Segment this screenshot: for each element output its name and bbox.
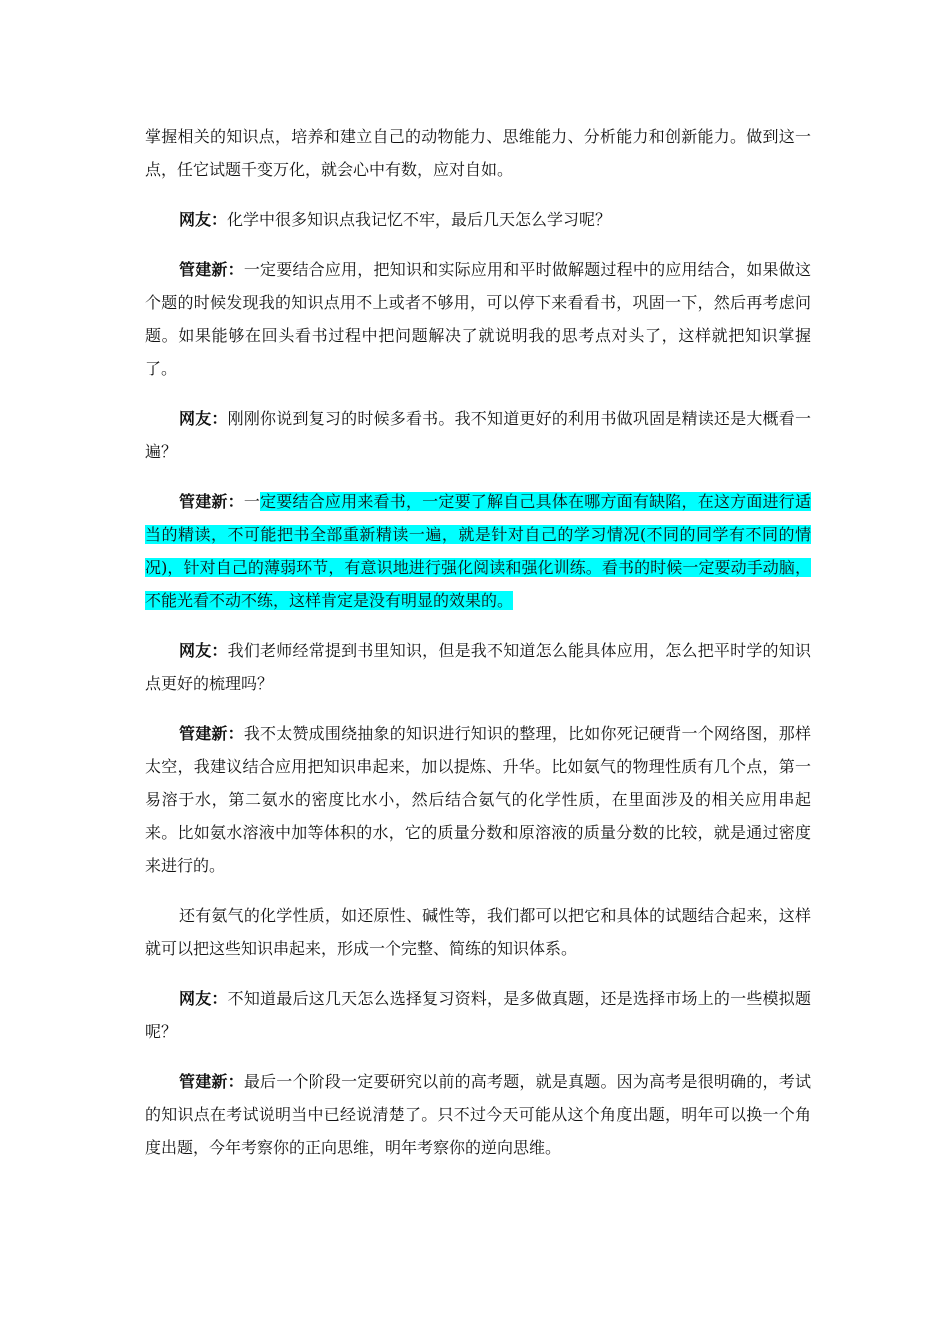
speaker-label: 管建新： [179, 492, 244, 511]
paragraph-text: 不知道最后这几天怎么选择复习资料，是多做真题，还是选择市场上的一些模拟题呢？ [145, 989, 811, 1041]
answer-paragraph [145, 1065, 811, 1164]
question-paragraph [145, 203, 811, 236]
paragraph-text: 刚刚你说到复习的时候多看书。我不知道更好的利用书做巩固是精读还是大概看一遍？ [145, 409, 811, 461]
paragraph-text: 我不太赞成围绕抽象的知识进行知识的整理，比如你死记硬背一个网络图，那样太空，我建议结合应用把知识串起来，加以提炼、升华。比如氨气的物理性质有几个点，第一易溶于水，第二氨水的密度比水小，然后结合氨气的化学性质，在里面涉及的相关应用串起来。比如氨水溶液中加等体积的水，它的质量分数和原溶液的质量分数的比较，就是通过密度来进行的。 [145, 724, 811, 875]
answer-paragraph [145, 717, 811, 882]
speaker-label: 管建新： [179, 260, 244, 279]
answer-paragraph [145, 253, 811, 385]
paragraph-text: 还有氨气的化学性质，如还原性、碱性等，我们都可以把它和具体的试题结合起来，这样就可以把这些知识串起来，形成一个完整、简练的知识体系。 [145, 906, 811, 958]
highlighted-text: 定要结合应用来看书，一定要了解自己具体在哪方面有缺陷，在这方面进行适当的精读，不可能把书全部重新精读一遍，就是针对自己的学习情况(不同的同学有不同的情况)，针对自己的薄弱环节，有意识地进行强化阅读和强化训练。看书的时候一定要动手动脑，不能光看不动不练，这样肯定是没有明显的效果的。 [145, 492, 811, 610]
speaker-label: 网友： [179, 409, 228, 428]
question-paragraph [145, 634, 811, 700]
speaker-label: 网友： [179, 210, 228, 229]
paragraph-text: 一 [243, 492, 261, 511]
paragraph-continuation [145, 120, 811, 186]
document-page [145, 120, 811, 1181]
speaker-label: 网友： [179, 641, 228, 660]
paragraph-text: 我们老师经常提到书里知识，但是我不知道怎么能具体应用，怎么把平时学的知识点更好的梳理吗？ [145, 641, 811, 693]
question-paragraph [145, 982, 811, 1048]
answer-paragraph-continued [145, 899, 811, 965]
speaker-label: 管建新： [179, 724, 244, 743]
question-paragraph [145, 402, 811, 468]
paragraph-text: 掌握相关的知识点，培养和建立自己的动物能力、思维能力、分析能力和创新能力。做到这一点，任它试题千变万化，就会心中有数，应对自如。 [145, 127, 811, 179]
answer-paragraph-highlighted [145, 485, 811, 617]
speaker-label: 网友： [179, 989, 228, 1008]
paragraph-text: 一定要结合应用，把知识和实际应用和平时做解题过程中的应用结合，如果做这个题的时候发现我的知识点用不上或者不够用，可以停下来看看书，巩固一下，然后再考虑问题。如果能够在回头看书过程中把问题解决了就说明我的思考点对头了，这样就把知识掌握了。 [145, 260, 811, 378]
speaker-label: 管建新： [179, 1072, 244, 1091]
paragraph-text: 最后一个阶段一定要研究以前的高考题，就是真题。因为高考是很明确的，考试的知识点在考试说明当中已经说清楚了。只不过今天可能从这个角度出题，明年可以换一个角度出题，今年考察你的正向思维，明年考察你的逆向思维。 [145, 1072, 811, 1157]
paragraph-text: 化学中很多知识点我记忆不牢，最后几天怎么学习呢？ [227, 210, 612, 229]
